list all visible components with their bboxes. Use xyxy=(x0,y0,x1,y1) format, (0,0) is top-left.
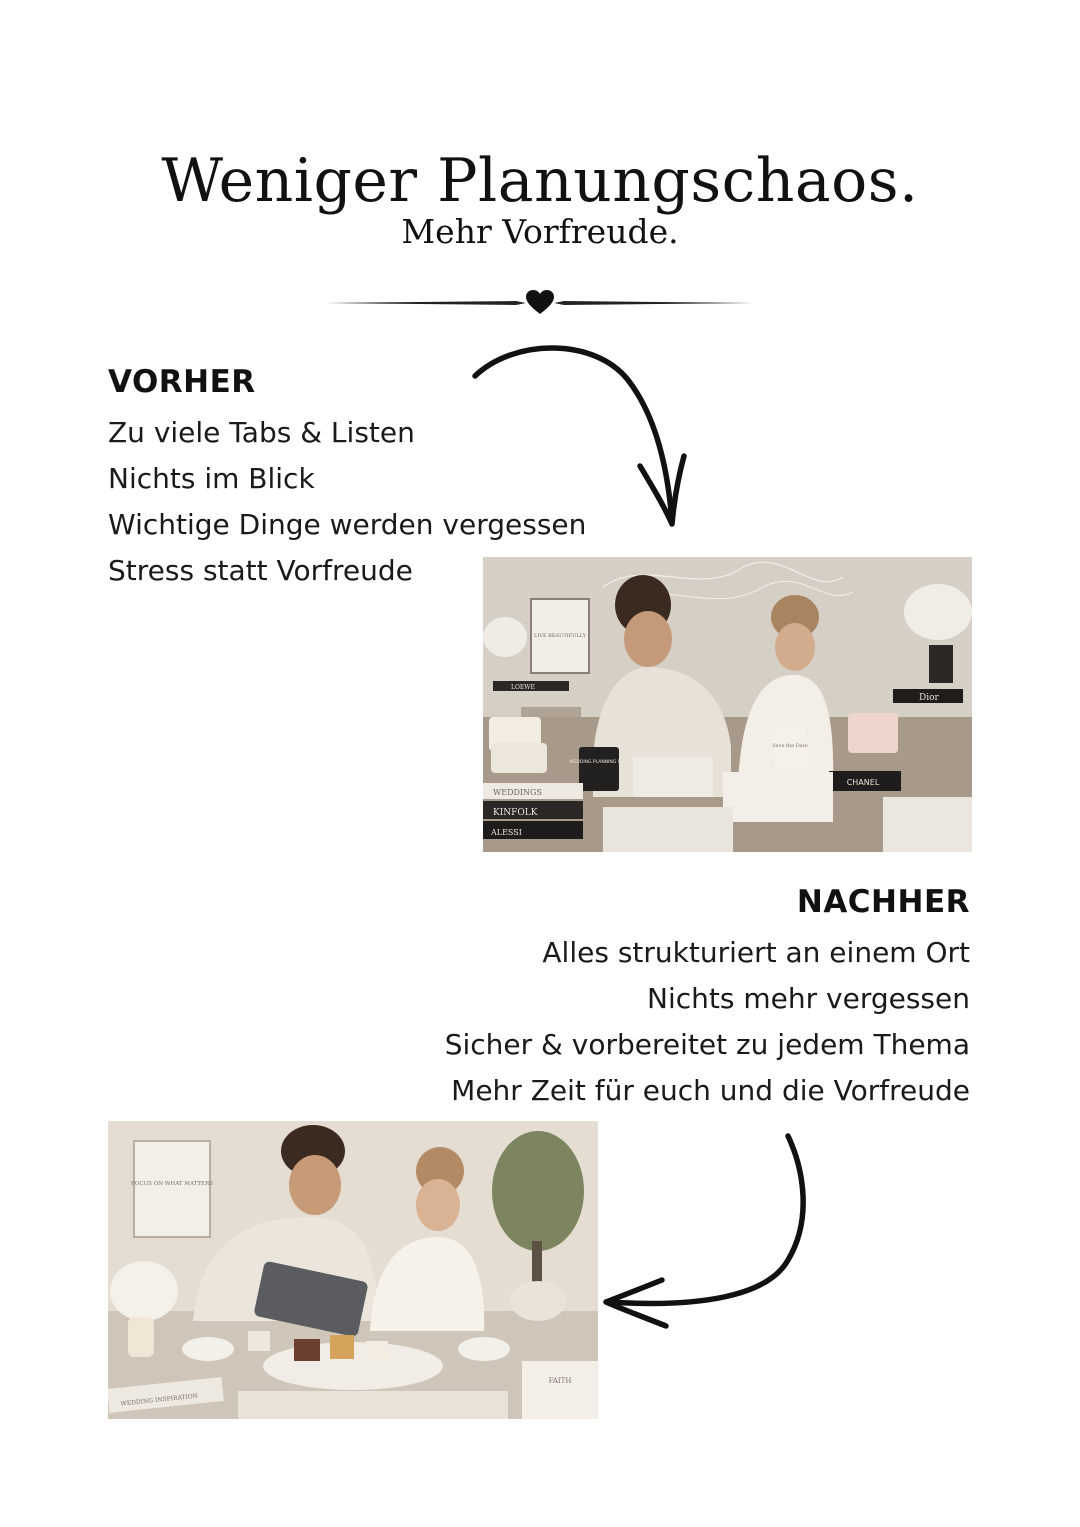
book-label: KINFOLK xyxy=(493,808,538,818)
book-label: ALESSI xyxy=(491,828,522,837)
poster-text: LIVE BEAUTIFULLY xyxy=(534,633,586,639)
book-label: FAITH xyxy=(548,1377,572,1385)
before-item: Wichtige Dinge werden vergessen xyxy=(108,508,587,541)
after-heading: NACHHER xyxy=(796,884,970,920)
after-item: Nichts mehr vergessen xyxy=(647,982,970,1015)
after-item: Alles strukturiert an einem Ort xyxy=(542,936,970,969)
before-heading: VORHER xyxy=(108,364,256,400)
after-item: Mehr Zeit für euch und die Vorfreude xyxy=(451,1074,970,1107)
before-item: Zu viele Tabs & Listen xyxy=(108,416,415,449)
divider-line-right xyxy=(554,301,754,305)
after-photo xyxy=(108,1121,598,1419)
heart-divider xyxy=(326,286,754,320)
book-label: WEDDINGS xyxy=(493,788,542,797)
card-text: Save the Date xyxy=(772,743,808,749)
book-label: LOEWE xyxy=(511,684,535,691)
before-item: Stress statt Vorfreude xyxy=(108,554,413,587)
page-title: Weniger Planungschaos. xyxy=(161,146,919,217)
mug-text: WEDDING PLANNING FUEL xyxy=(569,760,629,765)
after-list xyxy=(445,930,970,1114)
poster-text: FOCUS ON WHAT MATTERS xyxy=(131,1181,213,1187)
curved-arrow-left-icon xyxy=(590,1120,830,1340)
book-label: Dior xyxy=(919,693,939,703)
before-photo xyxy=(483,557,972,852)
before-item: Nichts im Blick xyxy=(108,462,315,495)
page-subtitle: Mehr Vorfreude. xyxy=(401,212,679,251)
book-label: WEDDING INSPIRATION xyxy=(120,1392,199,1408)
divider-line-left xyxy=(326,301,526,305)
book-label: CHANEL xyxy=(846,778,880,787)
curved-arrow-down-icon xyxy=(460,330,710,540)
heart-icon xyxy=(526,290,554,314)
after-item: Sicher & vorbereitet zu jedem Thema xyxy=(444,1028,970,1061)
